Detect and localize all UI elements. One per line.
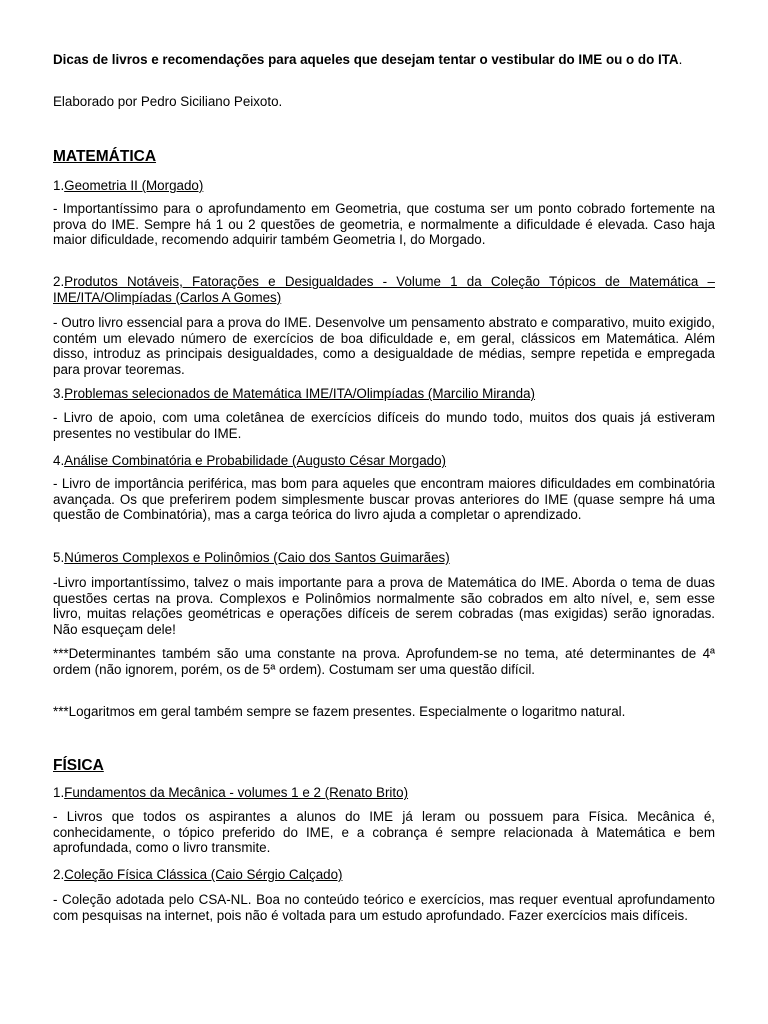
intro-title: Dicas de livros e recomendações para aqueles que desejam tentar o vestibular do IME ou o do ITA. xyxy=(53,52,683,67)
book-description: - Livro de apoio, com uma coletânea de exercícios difíceis do mundo todo, muitos dos quais já estiveram presentes no vestibular do IME. xyxy=(53,410,715,441)
author-line: Elaborado por Pedro Siciliano Peixoto. xyxy=(53,94,283,109)
book-title: 5.Números Complexos e Polinômios (Caio dos Santos Guimarães) xyxy=(53,550,450,565)
book-title: 3.Problemas selecionados de Matemática IME/ITA/Olimpíadas (Marcilio Miranda) xyxy=(53,386,536,401)
book-title: 2.Coleção Física Clássica (Caio Sérgio Calçado) xyxy=(53,867,343,882)
book-title: 1.Fundamentos da Mecânica - volumes 1 e 2 (Renato Brito) xyxy=(53,785,409,800)
book-title: 4.Análise Combinatória e Probabilidade (Augusto César Morgado) xyxy=(53,453,447,468)
book-description: - Livro de importância periférica, mas bom para aqueles que encontram maiores dificuldades em combinatória avançada. Os que preferirem podem simplesmente buscar provas anteriores do IME (quase sempre há uma questão de Combinatória), mas a carga teórica do livro ajuda a completar o aprendizado. xyxy=(53,476,715,522)
book-description: - Livros que todos os aspirantes a alunos do IME já leram ou possuem para Física. Mecânica é, conhecidamente, o tópico preferido do IME, e a cobrança é sempre relacionada à Matemática e bem aprofundada, como o livro transmite. xyxy=(53,809,715,855)
intro-title-text: Dicas de livros e recomendações para aqueles que desejam tentar o vestibular do IME ou o do ITA xyxy=(53,52,679,67)
section-heading-matematica: MATEMÁTICA xyxy=(53,148,157,165)
book-description: -Livro importantíssimo, talvez o mais importante para a prova de Matemática do IME. Aborda o tema de duas questões certas na prova. Complexos e Polinômios normalmente são cobrados em alto nível, e, sem esse livro, muitas relações geométricas e operações difíceis de serem cobradas (mas exigidas) serão ignoradas. Não esqueçam dele! xyxy=(53,575,715,637)
book-description: - Importantíssimo para o aprofundamento em Geometria, que costuma ser um ponto cobrado fortemente na prova do IME. Sempre há 1 ou 2 questões de geometria, e normalmente a dificuldade é elevada. Caso haja maior dificuldade, recomendo adquirir também Geometria I, do Morgado. xyxy=(53,201,715,247)
note: ***Determinantes também são uma constante na prova. Aprofundem-se no tema, até determinantes de 4ª ordem (não ignorem, porém, os de 5ª ordem). Costumam ser uma questão difícil. xyxy=(53,646,715,677)
book-title: 1.Geometria II (Morgado) xyxy=(53,178,204,193)
book-description: - Coleção adotada pelo CSA-NL. Boa no conteúdo teórico e exercícios, mas requer eventual aprofundamento com pesquisas na internet, pois não é voltada para um estudo aprofundado. Fazer exercícios mais difíceis. xyxy=(53,892,715,923)
book-title: 2.Produtos Notáveis, Fatorações e Desigualdades - Volume 1 da Coleção Tópicos de Matemática – IME/ITA/Olimpíadas (Carlos A Gomes) xyxy=(53,274,715,305)
book-description: - Outro livro essencial para a prova do IME. Desenvolve um pensamento abstrato e comparativo, muito exigido, contém um elevado número de exercícios de boa dificuldade e, em geral, clássicos em Matemática. Além disso, introduz as principais desigualdades, como a desigualdade de médias, sempre repetida e empregada para provar teoremas. xyxy=(53,315,715,377)
note: ***Logaritmos em geral também sempre se fazem presentes. Especialmente o logaritmo natural. xyxy=(53,704,626,719)
section-heading-fisica: FÍSICA xyxy=(53,757,104,774)
